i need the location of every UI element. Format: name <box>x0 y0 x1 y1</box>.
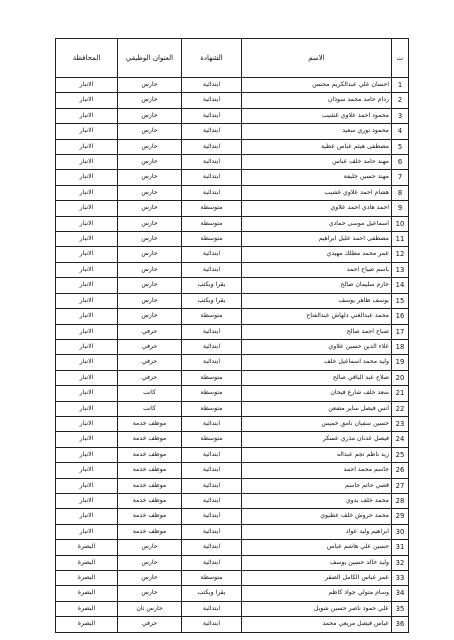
row-number: 6 <box>392 155 409 170</box>
header-certificate: الشهادة <box>182 39 242 78</box>
row-name: ردام حامد محمد سوذان <box>242 93 392 108</box>
row-governorate: الانبار <box>56 524 118 539</box>
row-job-title: حارس <box>118 555 182 570</box>
row-certificate: ابتدائية <box>182 555 242 570</box>
row-governorate: البصرة <box>56 571 118 586</box>
row-job-title: حارس <box>118 108 182 123</box>
row-certificate: ابتدائية <box>182 339 242 354</box>
row-governorate: البصرة <box>56 601 118 616</box>
row-number: 15 <box>392 293 409 308</box>
table-row <box>56 124 409 139</box>
row-name: محمود احمد علاوي غشيب <box>242 108 392 123</box>
row-name: محمد عبدالغني دلهاش عبدالفتاح <box>242 309 392 324</box>
row-name: مهند حامد خلف عباس <box>242 155 392 170</box>
row-name: احمد هادي احمد علاوي <box>242 201 392 216</box>
row-job-title: حارس ثان <box>118 601 182 616</box>
row-governorate: الانبار <box>56 463 118 478</box>
row-name: علاء الدين حسين علاوي <box>242 339 392 354</box>
row-job-title: حارس <box>118 78 182 93</box>
row-certificate: ابتدائية <box>182 124 242 139</box>
row-name: جاسم محمد احمد <box>242 463 392 478</box>
row-number: 11 <box>392 232 409 247</box>
row-job-title: حارس <box>118 216 182 231</box>
row-governorate: البصرة <box>56 586 118 601</box>
row-governorate: الانبار <box>56 447 118 462</box>
row-governorate: الانبار <box>56 247 118 262</box>
row-number: 18 <box>392 339 409 354</box>
row-name: احسان علي عبدالكريم محسن <box>242 78 392 93</box>
row-number: 13 <box>392 262 409 277</box>
row-governorate: الانبار <box>56 386 118 401</box>
row-certificate: متوسطة <box>182 571 242 586</box>
row-certificate: ابتدائية <box>182 463 242 478</box>
row-name: صباح احمد صالح <box>242 324 392 339</box>
row-governorate: الانبار <box>56 324 118 339</box>
row-governorate: الانبار <box>56 478 118 493</box>
row-governorate: الانبار <box>56 339 118 354</box>
row-number: 14 <box>392 278 409 293</box>
row-name: وليد محمد اسماعيل خلف <box>242 355 392 370</box>
header-number: ت <box>392 39 409 78</box>
row-name: اسماعيل موسى حمادي <box>242 216 392 231</box>
row-certificate: متوسطة <box>182 201 242 216</box>
table-row <box>56 339 409 354</box>
row-governorate: الانبار <box>56 108 118 123</box>
row-name: انس فيصل ساير مضعن <box>242 401 392 416</box>
row-number: 30 <box>392 524 409 539</box>
row-number: 20 <box>392 370 409 385</box>
row-number: 24 <box>392 432 409 447</box>
row-job-title: حارس <box>118 232 182 247</box>
row-number: 19 <box>392 355 409 370</box>
row-governorate: الانبار <box>56 355 118 370</box>
row-number: 27 <box>392 478 409 493</box>
row-job-title: حارس <box>118 185 182 200</box>
row-number: 34 <box>392 586 409 601</box>
row-certificate: متوسطة <box>182 370 242 385</box>
row-name: يوسف ظاهر يوسف <box>242 293 392 308</box>
row-certificate: يقرا ويكتب <box>182 293 242 308</box>
table-row <box>56 78 409 93</box>
row-number: 12 <box>392 247 409 262</box>
table-row <box>56 278 409 293</box>
row-certificate: ابتدائية <box>182 601 242 616</box>
row-number: 29 <box>392 509 409 524</box>
row-governorate: الانبار <box>56 278 118 293</box>
row-governorate: الانبار <box>56 509 118 524</box>
table-row <box>56 170 409 185</box>
row-governorate: الانبار <box>56 170 118 185</box>
row-name: مهند حسين خليفة <box>242 170 392 185</box>
header-job-title: العنوان الوظيفي <box>118 39 182 78</box>
row-number: 28 <box>392 493 409 508</box>
row-certificate: ابتدائية <box>182 324 242 339</box>
row-name: وليد خالد حسين يوسف <box>242 555 392 570</box>
row-name: حسين علي هاشم عباس <box>242 540 392 555</box>
row-governorate: الانبار <box>56 93 118 108</box>
row-governorate: الانبار <box>56 78 118 93</box>
row-governorate: الانبار <box>56 309 118 324</box>
header-name: الاسم <box>242 39 392 78</box>
row-name: فيصل عدنان مذري عسكر <box>242 432 392 447</box>
row-name: حازم سليمان صالح <box>242 278 392 293</box>
row-governorate: البصرة <box>56 540 118 555</box>
table-row <box>56 370 409 385</box>
row-governorate: الانبار <box>56 124 118 139</box>
row-name: صلاح عبد الباقي صالح <box>242 370 392 385</box>
row-number: 23 <box>392 416 409 431</box>
table-row <box>56 493 409 508</box>
table-row <box>56 617 409 632</box>
row-job-title: موظف خدمة <box>118 432 182 447</box>
row-governorate: البصرة <box>56 555 118 570</box>
row-number: 4 <box>392 124 409 139</box>
row-name: عمر عباس الكامل الصقر <box>242 571 392 586</box>
row-name: محمود نوري سعيد <box>242 124 392 139</box>
row-governorate: الانبار <box>56 370 118 385</box>
row-governorate: الانبار <box>56 185 118 200</box>
header-governorate: المحافظة <box>56 39 118 78</box>
row-number: 2 <box>392 93 409 108</box>
row-certificate: ابتدائية <box>182 416 242 431</box>
row-number: 17 <box>392 324 409 339</box>
row-job-title: حارس <box>118 571 182 586</box>
row-job-title: حارس <box>118 247 182 262</box>
table-row <box>56 386 409 401</box>
row-governorate: البصرة <box>56 617 118 632</box>
table-row <box>56 232 409 247</box>
row-number: 9 <box>392 201 409 216</box>
row-certificate: متوسطة <box>182 401 242 416</box>
table-row <box>56 293 409 308</box>
row-number: 7 <box>392 170 409 185</box>
row-certificate: ابتدائية <box>182 108 242 123</box>
table-row <box>56 601 409 616</box>
row-number: 33 <box>392 571 409 586</box>
table-row <box>56 401 409 416</box>
row-number: 32 <box>392 555 409 570</box>
row-number: 22 <box>392 401 409 416</box>
row-certificate: ابتدائية <box>182 540 242 555</box>
table-row <box>56 509 409 524</box>
row-name: هشام احمد علاوي غشيب <box>242 185 392 200</box>
table-row <box>56 571 409 586</box>
row-number: 5 <box>392 139 409 154</box>
row-name: حسين سفيان نامق خميس <box>242 416 392 431</box>
row-governorate: الانبار <box>56 493 118 508</box>
row-job-title: موظف خدمة <box>118 478 182 493</box>
row-name: سعد خلف شارع فيحان <box>242 386 392 401</box>
row-certificate: ابتدائية <box>182 93 242 108</box>
row-job-title: موظف خدمة <box>118 493 182 508</box>
table-row <box>56 355 409 370</box>
row-certificate: ابتدائية <box>182 170 242 185</box>
row-certificate: ابتدائية <box>182 524 242 539</box>
row-name: باسم صياح احمد <box>242 262 392 277</box>
row-certificate: ابتدائية <box>182 139 242 154</box>
table-row <box>56 139 409 154</box>
row-number: 1 <box>392 78 409 93</box>
row-job-title: حرفي <box>118 355 182 370</box>
table-row <box>56 324 409 339</box>
employees-table <box>55 38 409 633</box>
table-row <box>56 478 409 493</box>
row-job-title: حارس <box>118 309 182 324</box>
row-certificate: ابتدائية <box>182 509 242 524</box>
document-page <box>55 38 408 633</box>
row-certificate: ابتدائية <box>182 247 242 262</box>
row-job-title: حرفي <box>118 339 182 354</box>
row-name: عباس فيصل مريعي محمد <box>242 617 392 632</box>
row-certificate: متوسطة <box>182 309 242 324</box>
table-row <box>56 262 409 277</box>
table-row <box>56 201 409 216</box>
row-certificate: ابتدائية <box>182 493 242 508</box>
table-row <box>56 432 409 447</box>
row-number: 3 <box>392 108 409 123</box>
row-certificate: ابتدائية <box>182 262 242 277</box>
row-governorate: الانبار <box>56 139 118 154</box>
row-job-title: حارس <box>118 170 182 185</box>
table-row <box>56 540 409 555</box>
row-governorate: الانبار <box>56 262 118 277</box>
row-name: مصطفى هيثم عباس عطية <box>242 139 392 154</box>
table-row <box>56 216 409 231</box>
row-job-title: حارس <box>118 586 182 601</box>
row-certificate: متوسطة <box>182 386 242 401</box>
row-number: 31 <box>392 540 409 555</box>
table-row <box>56 309 409 324</box>
row-certificate: متوسطة <box>182 432 242 447</box>
row-job-title: موظف خدمة <box>118 463 182 478</box>
row-job-title: حرفي <box>118 370 182 385</box>
row-governorate: الانبار <box>56 293 118 308</box>
row-name: عمر محمد مطلك مهيدي <box>242 247 392 262</box>
row-certificate: ابتدائية <box>182 78 242 93</box>
table-row <box>56 108 409 123</box>
row-number: 26 <box>392 463 409 478</box>
row-governorate: الانبار <box>56 201 118 216</box>
row-certificate: ابتدائية <box>182 617 242 632</box>
row-number: 25 <box>392 447 409 462</box>
row-governorate: الانبار <box>56 401 118 416</box>
row-certificate: يقرا ويكتب <box>182 278 242 293</box>
row-number: 21 <box>392 386 409 401</box>
row-job-title: موظف خدمة <box>118 447 182 462</box>
row-certificate: ابتدائية <box>182 155 242 170</box>
table-row <box>56 416 409 431</box>
row-job-title: موظف خدمة <box>118 509 182 524</box>
row-name: ابراهيم وليد عواد <box>242 524 392 539</box>
row-governorate: الانبار <box>56 416 118 431</box>
row-governorate: الانبار <box>56 155 118 170</box>
row-job-title: حارس <box>118 293 182 308</box>
row-job-title: حارس <box>118 93 182 108</box>
row-certificate: ابتدائية <box>182 478 242 493</box>
row-number: 10 <box>392 216 409 231</box>
table-row <box>56 555 409 570</box>
row-job-title: حارس <box>118 139 182 154</box>
row-job-title: حرفي <box>118 617 182 632</box>
row-number: 16 <box>392 309 409 324</box>
row-name: مصطفى احمد عليل ابراهيم <box>242 232 392 247</box>
row-number: 35 <box>392 601 409 616</box>
row-certificate: ابتدائية <box>182 185 242 200</box>
table-row <box>56 247 409 262</box>
row-governorate: الانبار <box>56 216 118 231</box>
row-number: 36 <box>392 617 409 632</box>
row-name: علي حمود ناصر حسين شويل <box>242 601 392 616</box>
row-name: زيد ناظم نجم عبداله <box>242 447 392 462</box>
table-header-row <box>56 39 409 78</box>
row-certificate: يقرا ويكتب <box>182 586 242 601</box>
row-job-title: موظف خدمة <box>118 416 182 431</box>
row-number: 8 <box>392 185 409 200</box>
row-name: وسام متولي جواد كاظم <box>242 586 392 601</box>
table-row <box>56 586 409 601</box>
row-certificate: ابتدائية <box>182 447 242 462</box>
row-job-title: حارس <box>118 201 182 216</box>
row-name: محمد حروش خلف عطيوي <box>242 509 392 524</box>
row-job-title: كاتب <box>118 386 182 401</box>
table-row <box>56 155 409 170</box>
row-certificate: متوسطة <box>182 216 242 231</box>
row-governorate: الانبار <box>56 232 118 247</box>
row-job-title: موظف خدمة <box>118 524 182 539</box>
row-job-title: كاتب <box>118 401 182 416</box>
table-row <box>56 185 409 200</box>
table-row <box>56 524 409 539</box>
table-row <box>56 447 409 462</box>
row-certificate: ابتدائية <box>182 355 242 370</box>
row-job-title: حارس <box>118 124 182 139</box>
row-job-title: حارس <box>118 262 182 277</box>
row-job-title: حرفي <box>118 324 182 339</box>
row-governorate: الانبار <box>56 432 118 447</box>
row-job-title: حارس <box>118 278 182 293</box>
row-name: قصي حاتم جاسم <box>242 478 392 493</box>
table-row <box>56 93 409 108</box>
row-certificate: متوسطة <box>182 232 242 247</box>
row-name: محمد خلف بدوي <box>242 493 392 508</box>
table-row <box>56 463 409 478</box>
row-job-title: حارس <box>118 540 182 555</box>
row-job-title: حارس <box>118 155 182 170</box>
